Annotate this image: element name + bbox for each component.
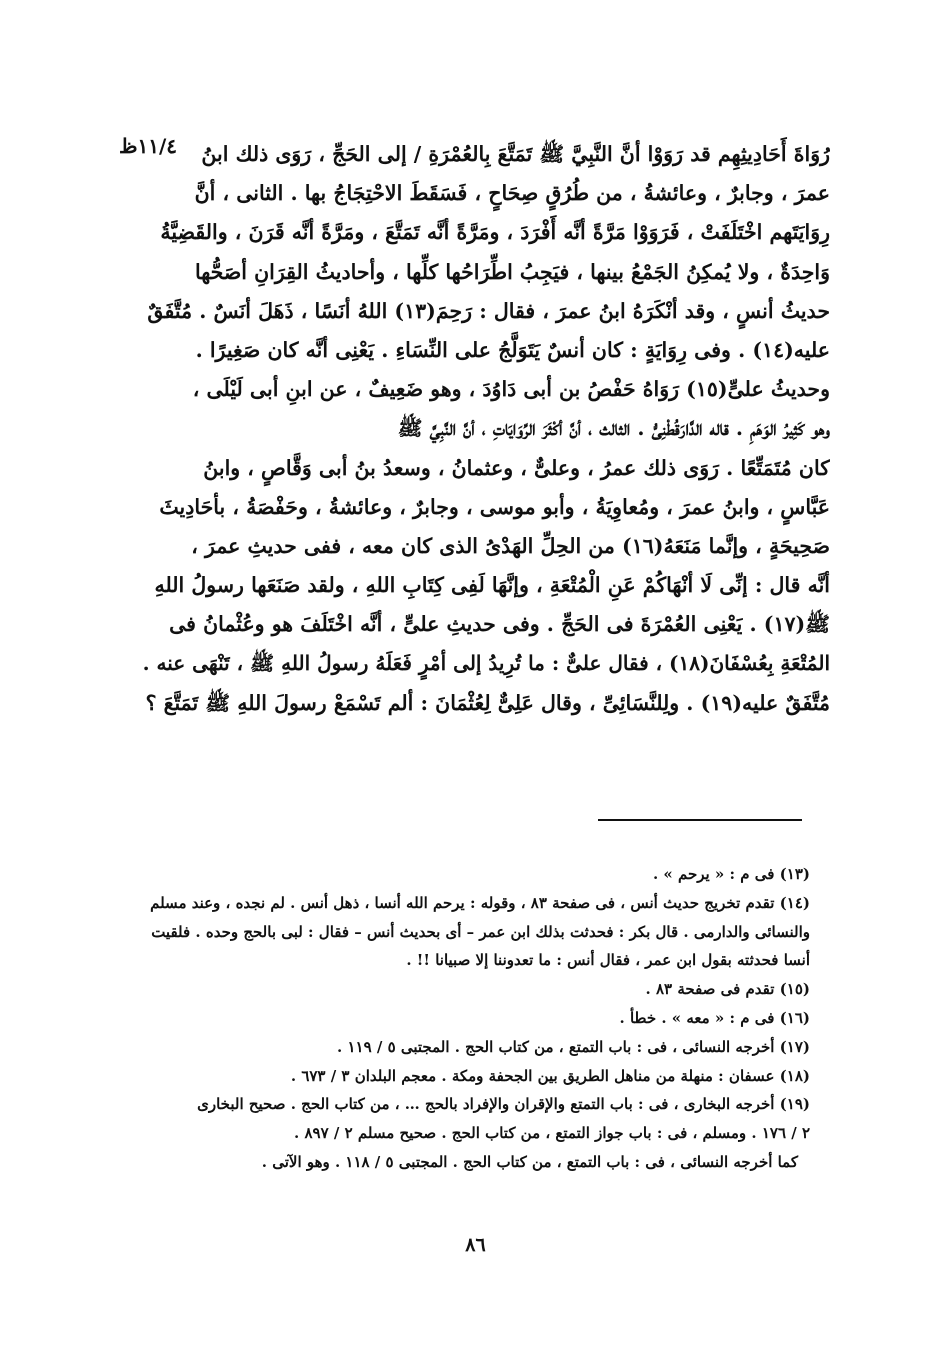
main-text-line: وَاحِدَةٌ ، ولا يُمكِنُ الجَمْعُ بينها ، فيَجِبُ اطِّرَاحُها كلِّها ، وأحاديثُ القِرَانِ أصَحُّها [194,259,830,284]
main-text-line: أنَّه قال : إنِّى لَا أنْهَاكُمْ عَنِ الْمُتْعَةِ ، وإنَّهَا لَفِى كِتَابِ اللهِ ، ولقد صَنَعَها رسولُ اللهِ [154,573,830,598]
main-text-line: وحديثُ علىٍّ(١٥) رَوَاهُ حَفْصُ بن أبى دَاوُدَ ، وهو ضَعِيفٌ ، عن ابنِ أبى لَيْلَى ، [192,377,830,402]
main-text-line: صَحِيحَةٍ ، وإنَّما مَنَعَهُ(١٦) من الحِلِّ الهَدْىُ الذى كان معه ، ففى حديثِ عمرَ ، [191,533,830,558]
page-number: ٨٦ [465,1234,486,1256]
footnote-line: (١٦) فى م : « معه » . خطأ . [619,1008,810,1027]
footnote-line: (١٩) أخرجه البخارى ، فى : باب التمتع والإقران والإفراد بالحج … ، من كتاب الحج . صحيح البخارى [197,1095,810,1114]
main-text-line: المُتْعَةِ بِعُسْفَانَ(١٨) ، فقال علىٌّ : ما تُرِيدُ إلى أمْرٍ فَعَلَهُ رسولُ اللهِ ﷺ ، تَنْهَى عنه . [142,651,830,676]
main-text-line: كان مُتَمَتِّعًا . رَوَى ذلك عمرُ ، وعلىٌّ ، وعثمانُ ، وسعدُ بنُ أبى وَقَّاصٍ ، وابنُ [203,455,830,480]
footnote-separator [598,819,802,821]
footnote-line: (١٣) فى م : « يرحم » . [652,865,810,883]
main-text-line: رِوَايَتَهم اخْتَلَفَتْ ، فَرَوَوْا مَرَّةً أنَّه أَفْرَدَ ، ومَرَّةً أنَّه تَمَتَّعَ ، ومَرَّةً أنَّه قَرَنَ ، والقَضِيَّةُ [160,220,830,245]
footnote-line: (١٧) أخرجه النسائى ، فى : باب التمتع ، من كتاب الحج . المجتبى ٥ / ١١٩ . [337,1037,810,1056]
footnote-line: (١٤) تقدم تخريج حديث أنس ، فى صفحة ٨٣ ، وقوله : يرحم الله أنسا ، ذهل أنس . لم نجده ، وعند مسلم [150,893,810,912]
footnote-line: والنسائى والدارمى . قال بكر : فحدثت بذلك ابن عمر – أى بحديث أنس – فقال : لبى بالحج وحده . فلقيت [151,922,810,941]
manuscript-folio-marker: ١١/٤ظ [119,134,178,158]
footnote-line: كما أخرجه النسائى ، فى : باب التمتع ، من كتاب الحج . المجتبى ٥ / ١١٨ . وهو الآتى . [261,1152,798,1171]
main-text-line: عَبَّاسٍ ، وابنُ عمرَ ، ومُعاوِيَةُ ، وأبو موسى ، وجابرٌ ، وعائشةُ ، وحَفْصَةُ ، بأحَادِيثَ [159,494,830,519]
main-text-line: مُتَّفَقٌ عليه(١٩) . ولِلنَّسَائِىِّ ، وقال عَلِىٌّ لِعُثْمَانَ : ألم تَسْمَعْ رسولَ اللهِ ﷺ تَمَتَّعَ ؟ [145,690,830,715]
footnote-line: أنسا فحدثته بقول ابن عمر ، فقال أنس : ما تعدوننا إلا صبيانا !! . [406,951,810,970]
footnote-line: (١٨) عسفان : منهلة من مناهل الطريق بين الجحفة ومكة . معجم البلدان ٣ / ٦٧٣ . [290,1066,810,1085]
main-text-line: رُوَاةَ أَحَادِيثِهِم قد رَوَوْا أنَّ النَّبِيَّ ﷺ تَمَتَّعَ بِالعُمْرَةِ / إلى الحَجِّ ، رَوَى ذلك ابنُ [201,142,830,166]
main-text-line: ﷺ(١٧) . يَعْنِى العُمْرَةَ فى الحَجِّ . وفى حديثِ علىٍّ ، أنَّه اخْتَلَفَ هو وعُثْمانُ فى [169,612,830,637]
main-text-line: عمرَ ، وجابرٌ ، وعائشةُ ، من طُرُقٍ صِحَاحٍ ، فَسَقَطَ الاحْتِجَاجُ بها . الثانى ، أنَّ [194,181,830,206]
main-text [130,135,830,723]
main-text-line: حديثُ أنسٍ ، وقد أنْكَرَهُ ابنُ عمرَ ، فقال : رَحِمَ(١٣) اللهُ أنَسًا ، ذَهَلَ أنَسٌ . مُتَّفَقٌ [147,298,830,323]
footnote-line: ٢ / ١٧٦ . ومسلم ، فى : باب جواز التمتع ، من كتاب الحج . صحيح مسلم ٢ / ٨٩٧ . [294,1124,810,1143]
footnotes [130,860,810,1177]
main-text-line: وهو كَثِيرُ الوَهَمِ . قاله الدَّارَقُطْنِىُّ . الثالث ، أنَّ أكْثَرَ الرِّوَايَاتِ ، أنَّ النَّبِيَّ ﷺ [397,416,830,441]
main-text-line: عليه(١٤) . وفى رِوَايَةٍ : كان أنسٌ يَتَوَلَّجُ على النِّسَاءِ . يَعْنِى أنَّه كان صَغِيرًا . [195,337,830,362]
footnote-line: (١٥) تقدم فى صفحة ٨٣ . [645,980,810,999]
